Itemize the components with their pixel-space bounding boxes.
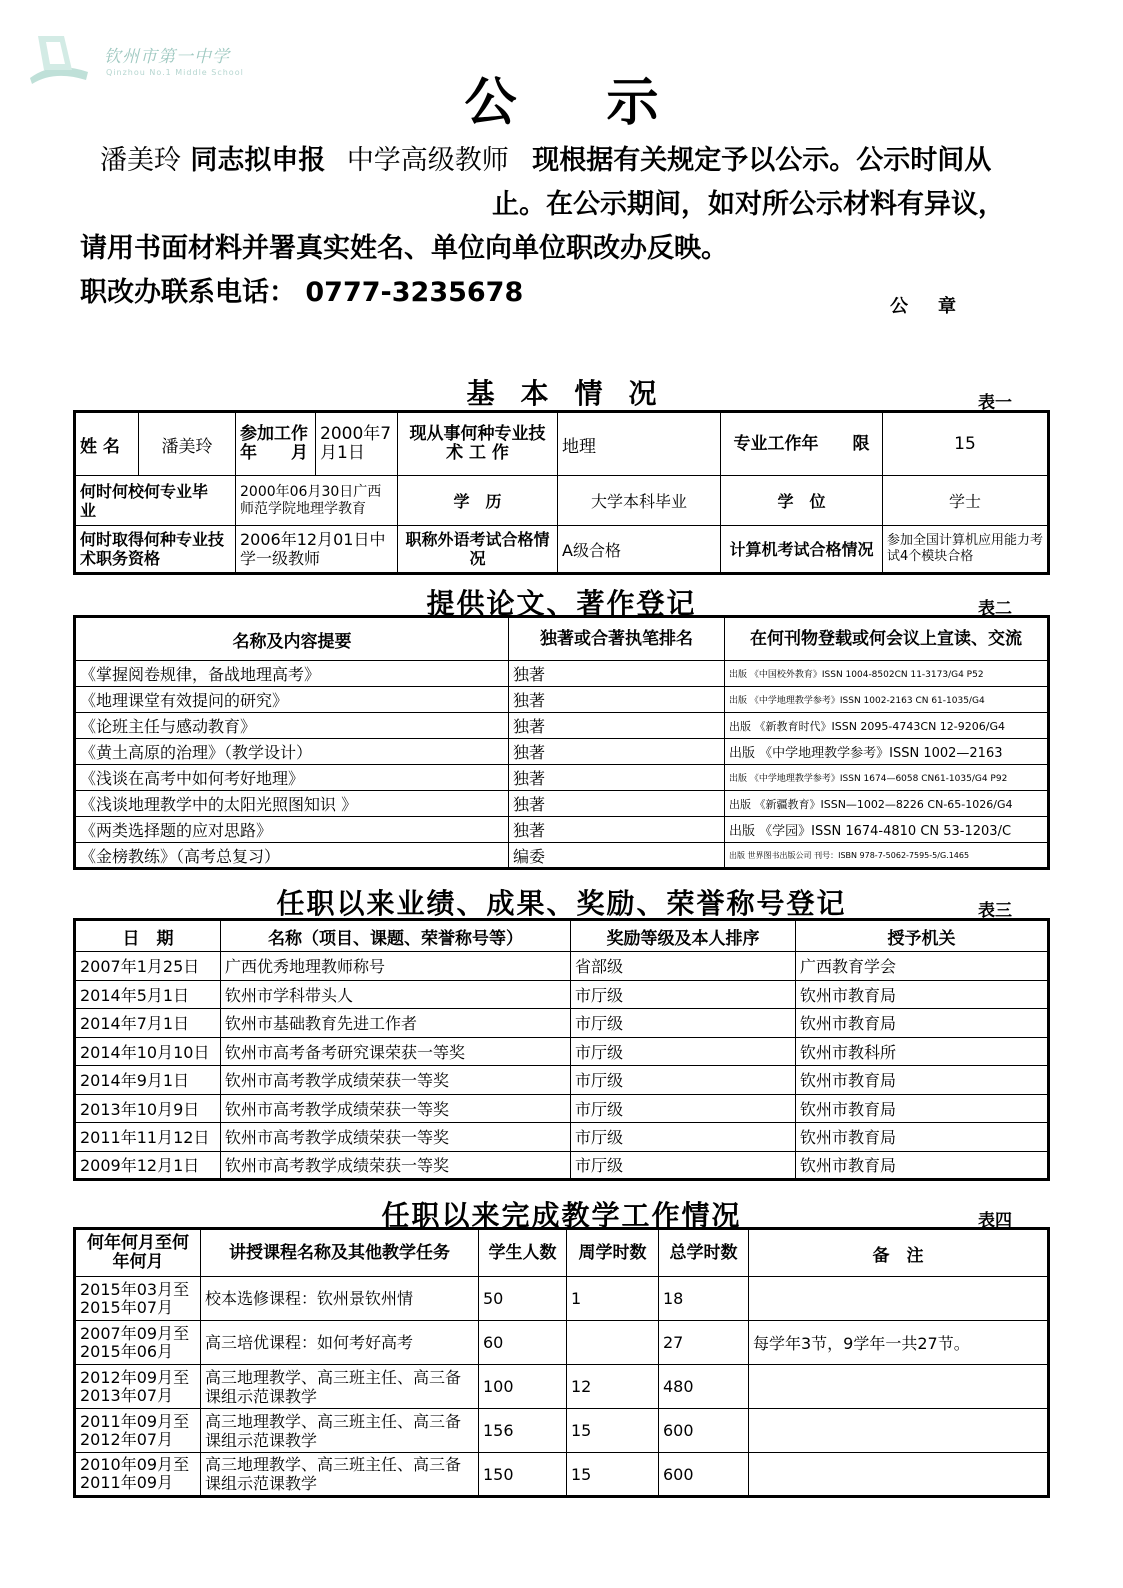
applicant-name: 潘美玲 — [100, 145, 181, 176]
paper-title: 《论班主任与感动教育》 — [75, 713, 509, 739]
achievement-name: 钦州市高考教学成绩荣获一等奖 — [221, 1066, 571, 1095]
achievement-level: 省部级 — [571, 952, 796, 981]
achievement-name: 钦州市高考教学成绩荣获一等奖 — [221, 1094, 571, 1123]
announcement-line-1 — [100, 138, 991, 177]
papers-header-publication: 在何刊物登载或何会议上宣读、交流 — [725, 617, 1049, 661]
teaching-header-notes: 备 注 — [749, 1229, 1049, 1277]
teaching-period: 2012年09月至2013年07月 — [75, 1365, 201, 1409]
table-row — [75, 1151, 1049, 1180]
graduation-label: 何时何校何专业毕 业 — [75, 476, 236, 526]
teaching-total-hours: 600 — [659, 1453, 749, 1497]
teaching-course: 高三地理教学、高三班主任、高三备课组示范课教学 — [201, 1365, 479, 1409]
announcement-text-3: 止。在公示期间，如对所公示材料有异议， — [492, 189, 1005, 220]
table-row — [75, 817, 1049, 843]
table-row — [75, 843, 1049, 869]
achievement-date: 2014年10月10日 — [75, 1037, 221, 1066]
paper-title: 《浅谈地理教学中的太阳光照图知识 》 — [75, 791, 509, 817]
paper-title: 《浅谈在高考中如何考好地理》 — [75, 765, 509, 791]
profession-label: 现从事何种专业技 术 工 作 — [398, 412, 558, 476]
paper-publication: 出版 《中国校外教育》ISSN 1004-8502CN 11-3173/G4 P52 — [725, 661, 1049, 687]
achievement-name: 钦州市高考备考研究课荣获一等奖 — [221, 1037, 571, 1066]
achievement-authority: 钦州市教育局 — [796, 1123, 1049, 1152]
achievement-authority: 钦州市教育局 — [796, 1151, 1049, 1180]
education-label: 学 历 — [398, 476, 558, 526]
foreign-language-value: A级合格 — [558, 526, 721, 574]
table-row — [75, 952, 1049, 981]
teaching-notes — [749, 1277, 1049, 1321]
table-row — [75, 765, 1049, 791]
achievement-level: 市厅级 — [571, 1123, 796, 1152]
achievement-level: 市厅级 — [571, 1151, 796, 1180]
table4-tag: 表四 — [978, 1211, 1012, 1231]
table-row — [75, 1123, 1049, 1152]
announcement-text-4: 请用书面材料并署真实姓名、单位向单位职改办反映。 — [80, 233, 728, 264]
achievement-level: 市厅级 — [571, 1009, 796, 1038]
logo-script-text: 钦州市第一中学 — [104, 47, 230, 67]
table-row — [75, 980, 1049, 1009]
paper-title: 《黄土高原的治理》（教学设计） — [75, 739, 509, 765]
table-row — [75, 1365, 1049, 1409]
teaching-weekly-hours: 12 — [567, 1365, 659, 1409]
teaching-course: 高三培优课程：如何考好高考 — [201, 1321, 479, 1365]
contact-phone: 职改办联系电话： 0777-3235678 — [80, 277, 524, 308]
teaching-students: 60 — [479, 1321, 567, 1365]
paper-title: 《金榜教练》（高考总复习） — [75, 843, 509, 869]
table-row — [75, 791, 1049, 817]
achievement-name: 钦州市基础教育先进工作者 — [221, 1009, 571, 1038]
education-value: 大学本科毕业 — [558, 476, 721, 526]
table-row — [75, 687, 1049, 713]
title-qualification-value: 2006年12月01日中学一级教师 — [236, 526, 398, 574]
work-start-value: 2000年7月1日 — [316, 412, 398, 476]
teaching-period: 2015年03月至2015年07月 — [75, 1277, 201, 1321]
achievements-table — [73, 918, 1050, 1181]
achievement-authority: 钦州市教育局 — [796, 1009, 1049, 1038]
paper-title: 《两类选择题的应对思路》 — [75, 817, 509, 843]
teaching-weekly-hours: 15 — [567, 1453, 659, 1497]
achievement-authority: 钦州市教育局 — [796, 1094, 1049, 1123]
papers-table — [73, 615, 1050, 870]
table-row — [75, 1009, 1049, 1038]
foreign-language-label: 职称外语考试合格情况 — [398, 526, 558, 574]
table-row — [75, 1277, 1049, 1321]
work-years-value: 15 — [883, 412, 1049, 476]
profession-value: 地理 — [558, 412, 721, 476]
paper-author-role: 独著 — [509, 661, 725, 687]
paper-author-role: 编委 — [509, 843, 725, 869]
achievement-authority: 钦州市教育局 — [796, 980, 1049, 1009]
achievement-name: 钦州市学科带头人 — [221, 980, 571, 1009]
paper-author-role: 独著 — [509, 687, 725, 713]
teaching-weekly-hours: 1 — [567, 1277, 659, 1321]
graduation-value: 2000年06月30日广西师范学院地理学教育 — [236, 476, 398, 526]
basic-info-table — [73, 410, 1050, 575]
achievement-level: 市厅级 — [571, 980, 796, 1009]
achievement-date: 2014年9月1日 — [75, 1066, 221, 1095]
teaching-students: 150 — [479, 1453, 567, 1497]
degree-label: 学 位 — [721, 476, 883, 526]
paper-publication: 出版 《中学地理教学参考》ISSN 1002—2163 — [725, 739, 1049, 765]
teaching-header-students: 学生人数 — [479, 1229, 567, 1277]
paper-publication: 出版 世界图书出版公司 刊号：ISBN 978-7-5062-7595-5/G.1465 — [725, 843, 1049, 869]
achievement-date: 2007年1月25日 — [75, 952, 221, 981]
achievements-header-date: 日 期 — [75, 920, 221, 952]
paper-publication: 出版 《中学地理教学参考》ISSN 1002-2163 CN 61-1035/G4 — [725, 687, 1049, 713]
achievement-authority: 钦州市教育局 — [796, 1066, 1049, 1095]
table-row — [75, 713, 1049, 739]
achievement-level: 市厅级 — [571, 1037, 796, 1066]
teaching-weekly-hours: 15 — [567, 1409, 659, 1453]
table1-title: 基本情况 — [466, 377, 683, 410]
teaching-students: 100 — [479, 1365, 567, 1409]
paper-author-role: 独著 — [509, 817, 725, 843]
paper-title: 《地理课堂有效提问的研究》 — [75, 687, 509, 713]
achievements-header-authority: 授予机关 — [796, 920, 1049, 952]
table-row — [75, 1037, 1049, 1066]
announcement-text-2: 现根据有关规定予以公示。公示时间从 — [532, 145, 992, 176]
teaching-notes: 每学年3节，9学年一共27节。 — [749, 1321, 1049, 1365]
teaching-course: 校本选修课程：钦州景钦州情 — [201, 1277, 479, 1321]
achievement-date: 2011年11月12日 — [75, 1123, 221, 1152]
title-qualification-label: 何时取得何种专业技术职务资格 — [75, 526, 236, 574]
achievement-level: 市厅级 — [571, 1066, 796, 1095]
achievement-level: 市厅级 — [571, 1094, 796, 1123]
degree-value: 学士 — [883, 476, 1049, 526]
teaching-notes — [749, 1365, 1049, 1409]
achievement-name: 钦州市高考教学成绩荣获一等奖 — [221, 1123, 571, 1152]
table1-tag: 表一 — [978, 393, 1012, 413]
table-row — [75, 1066, 1049, 1095]
achievement-authority: 广西教育学会 — [796, 952, 1049, 981]
page-title: 公示 — [464, 72, 749, 133]
teaching-table — [73, 1227, 1050, 1498]
achievements-header-level: 奖励等级及本人排序 — [571, 920, 796, 952]
achievement-name: 钦州市高考教学成绩荣获一等奖 — [221, 1151, 571, 1180]
teaching-total-hours: 27 — [659, 1321, 749, 1365]
teaching-period: 2010年09月至2011年09月 — [75, 1453, 201, 1497]
achievement-date: 2013年10月9日 — [75, 1094, 221, 1123]
paper-title: 《掌握阅卷规律，备战地理高考》 — [75, 661, 509, 687]
table-row — [75, 1409, 1049, 1453]
paper-author-role: 独著 — [509, 791, 725, 817]
paper-author-role: 独著 — [509, 739, 725, 765]
name-value: 潘美玲 — [139, 412, 236, 476]
achievements-header-name: 名称（项目、课题、荣誉称号等） — [221, 920, 571, 952]
table-row — [75, 1094, 1049, 1123]
teaching-notes — [749, 1409, 1049, 1453]
table2-tag: 表二 — [978, 599, 1012, 619]
teaching-period: 2011年09月至2012年07月 — [75, 1409, 201, 1453]
table4-title: 任职以来完成教学工作情况 — [381, 1199, 742, 1232]
applied-position: 中学高级教师 — [346, 145, 509, 176]
papers-header-name: 名称及内容提要 — [75, 617, 509, 661]
achievement-date: 2014年7月1日 — [75, 1009, 221, 1038]
teaching-weekly-hours — [567, 1321, 659, 1365]
paper-publication: 出版 《新教育时代》ISSN 2095-4743CN 12-9206/G4 — [725, 713, 1049, 739]
teaching-header-total-hours: 总学时数 — [659, 1229, 749, 1277]
table3-title: 任职以来业绩、成果、奖励、荣誉称号登记 — [276, 887, 847, 920]
achievement-date: 2009年12月1日 — [75, 1151, 221, 1180]
achievement-name: 广西优秀地理教师称号 — [221, 952, 571, 981]
work-start-label: 参加工作年 月 — [236, 412, 316, 476]
achievement-authority: 钦州市教科所 — [796, 1037, 1049, 1066]
announcement-text-1: 同志拟申报 — [190, 145, 326, 176]
table-row — [75, 1453, 1049, 1497]
table-row — [75, 1321, 1049, 1365]
table3-tag: 表三 — [978, 901, 1012, 921]
achievement-date: 2014年5月1日 — [75, 980, 221, 1009]
table-row — [75, 739, 1049, 765]
name-label: 姓 名 — [75, 412, 139, 476]
paper-publication: 出版 《中学地理教学参考》ISSN 1674—6058 CN61-1035/G4 P92 — [725, 765, 1049, 791]
teaching-total-hours: 18 — [659, 1277, 749, 1321]
teaching-period: 2007年09月至2015年06月 — [75, 1321, 201, 1365]
teaching-total-hours: 600 — [659, 1409, 749, 1453]
teaching-header-course: 讲授课程名称及其他教学任务 — [201, 1229, 479, 1277]
logo-sub-text: Qinzhou No.1 Middle School — [106, 68, 244, 77]
teaching-course: 高三地理教学、高三班主任、高三备课组示范课教学 — [201, 1409, 479, 1453]
teaching-header-weekly-hours: 周学时数 — [567, 1229, 659, 1277]
teaching-notes — [749, 1453, 1049, 1497]
teaching-total-hours: 480 — [659, 1365, 749, 1409]
table2-title: 提供论文、著作登记 — [426, 587, 697, 620]
paper-author-role: 独著 — [509, 713, 725, 739]
teaching-students: 156 — [479, 1409, 567, 1453]
paper-author-role: 独著 — [509, 765, 725, 791]
teaching-students: 50 — [479, 1277, 567, 1321]
teaching-course: 高三地理教学、高三班主任、高三备课组示范课教学 — [201, 1453, 479, 1497]
official-seal-label: 公章 — [890, 296, 986, 317]
papers-header-author: 独著或合著执笔排名 — [509, 617, 725, 661]
computer-exam-label: 计算机考试合格情况 — [721, 526, 883, 574]
work-years-label: 专业工作年 限 — [721, 412, 883, 476]
paper-publication: 出版 《学园》ISSN 1674-4810 CN 53-1203/C — [725, 817, 1049, 843]
paper-publication: 出版 《新疆教育》ISSN—1002—8226 CN-65-1026/G4 — [725, 791, 1049, 817]
table-row — [75, 661, 1049, 687]
computer-exam-value: 参加全国计算机应用能力考试4个模块合格 — [883, 526, 1049, 574]
teaching-header-period: 何年何月至何年何月 — [75, 1229, 201, 1277]
